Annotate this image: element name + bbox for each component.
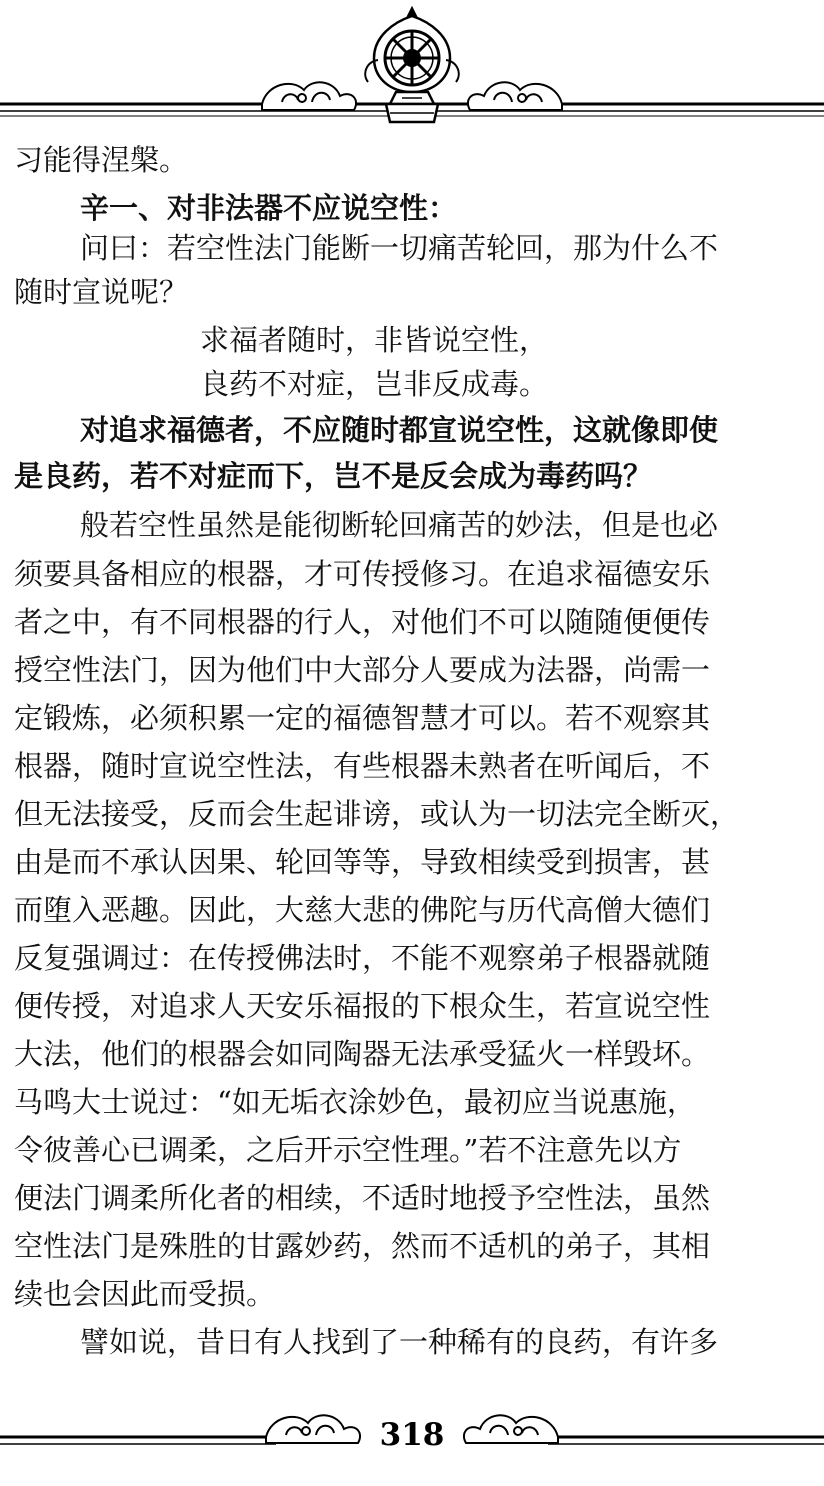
text-line: 马鸣大士说过：“如无垢衣涂妙色，最初应当说惠施， — [14, 1085, 696, 1119]
text-line: 根器，随时宣说空性法，有些根器未熟者在听闻后，不 — [14, 749, 711, 783]
text-line: 随时宣说呢？ — [14, 275, 189, 309]
text-line: 便传授，对追求人天安乐福报的下根众生，若宣说空性 — [14, 989, 711, 1023]
text-line: 授空性法门，因为他们中大部分人要成为法器，尚需一 — [14, 653, 711, 687]
text-line: 便法门调柔所化者的相续，不适时地授予空性法，虽然 — [14, 1181, 711, 1215]
text-line: 譬如说，昔日有人找到了一种稀有的良药，有许多 — [80, 1325, 719, 1359]
text-line: 而堕入恶趣。因此，大慈大悲的佛陀与历代高僧大德们 — [14, 893, 711, 927]
cloud-ornament-icon — [262, 82, 356, 110]
header-ornament — [0, 0, 824, 135]
commentary-line: 是良药，若不对症而下，岂不是反会成为毒药吗？ — [14, 459, 653, 493]
text-line: 般若空性虽然是能彻断轮回痛苦的妙法，但是也必 — [80, 508, 719, 542]
text-line: 由是而不承认因果、轮回等等，导致相续受到损害，甚 — [14, 845, 711, 879]
page-number: 318 — [379, 1417, 445, 1453]
text-line: 空性法门是殊胜的甘露妙药，然而不适机的弟子，其相 — [14, 1229, 711, 1263]
text-line: 令彼善心已调柔，之后开示空性理。”若不注意先以方 — [14, 1133, 682, 1167]
text-line: 定锻炼，必须积累一定的福德智慧才可以。若不观察其 — [14, 701, 711, 735]
cloud-ornament-icon — [464, 1415, 558, 1443]
commentary-line: 对追求福德者，不应随时都宣说空性，这就像即使 — [80, 413, 719, 447]
text-line: 须要具备相应的根器，才可传授修习。在追求福德安乐 — [14, 557, 711, 591]
cloud-ornament-icon — [468, 82, 562, 110]
text-line: 续也会因此而受损。 — [14, 1277, 276, 1311]
cloud-ornament-icon — [266, 1415, 360, 1443]
text-line: 者之中，有不同根器的行人，对他们不可以随随便便传 — [14, 605, 711, 639]
text-line: 反复强调过：在传授佛法时，不能不观察弟子根器就随 — [14, 941, 711, 975]
verse-line: 良药不对症，岂非反成毒。 — [200, 367, 549, 401]
text-line: 大法，他们的根器会如同陶器无法承受猛火一样毁坏。 — [14, 1037, 711, 1071]
text-line: 习能得涅槃。 — [14, 143, 189, 177]
text-line: 问曰：若空性法门能断一切痛苦轮回，那为什么不 — [80, 231, 719, 265]
section-heading: 辛一、对非法器不应说空性： — [80, 191, 458, 225]
verse-line: 求福者随时，非皆说空性， — [200, 323, 549, 357]
text-line: 但无法接受，反而会生起诽谤，或认为一切法完全断灭， — [14, 797, 740, 831]
